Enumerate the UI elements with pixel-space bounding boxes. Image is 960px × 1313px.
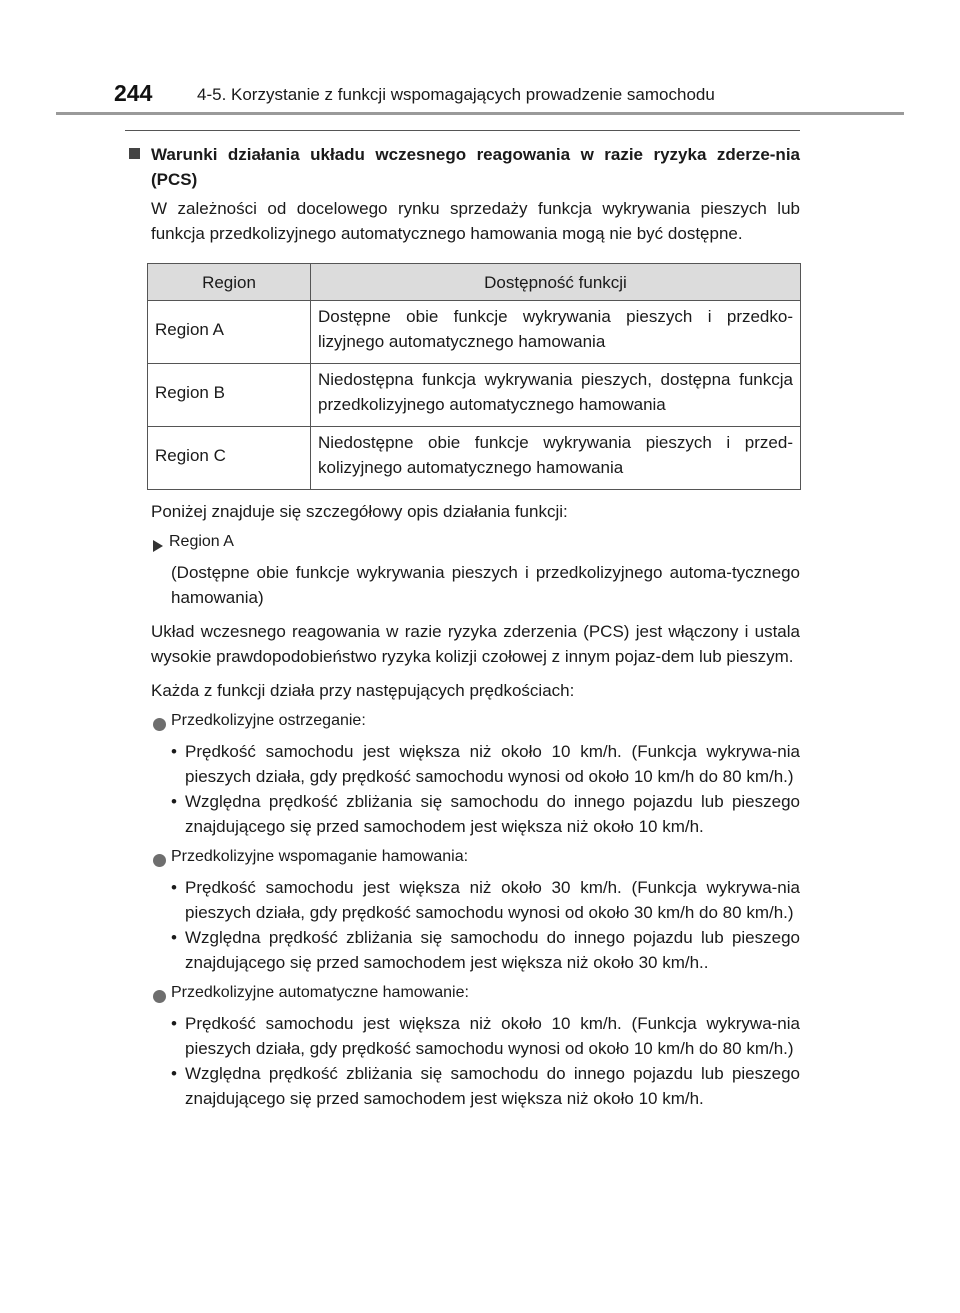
function-title-brake-assist: Przedkolizyjne wspomaganie hamowania: <box>125 848 800 866</box>
section-title: Warunki działania układu wczesnego reagowania w razie ryzyka zderze-nia (PCS) <box>151 145 800 189</box>
table-cell-availability: Niedostępna funkcja wykrywania pieszych, dostępna funkcja przedkolizyjnego automatycznego hamowania <box>311 364 801 427</box>
speeds-intro: Każda z funkcji działa przy następujących prędkościach: <box>151 681 575 700</box>
bullet-dot-icon: • <box>171 1064 177 1083</box>
table-row <box>148 301 801 364</box>
function-title-auto-brake: Przedkolizyjne automatyczne hamowanie: <box>125 984 800 1002</box>
table-cell-availability: Dostępne obie funkcje wykrywania pieszych i przedko-lizyjnego automatycznego hamowania <box>311 301 801 364</box>
region-a-item <box>125 533 800 551</box>
list-item: • Względna prędkość zbliżania się samochodu do innego pojazdu lub pieszego znajdującego się przed samochodem jest większa niż około 10 km/h. <box>125 789 800 839</box>
circle-bullet-icon <box>153 718 166 731</box>
table-header-region: Region <box>148 264 311 301</box>
chapter-title: 4-5. Korzystanie z funkcji wspomagających prowadzenie samochodu <box>197 85 715 104</box>
region-availability-table <box>147 263 801 490</box>
section-divider <box>125 130 800 131</box>
section-heading <box>125 142 800 192</box>
list-item: • Prędkość samochodu jest większa niż około 10 km/h. (Funkcja wykrywa-nia pieszych działa, gdy prędkość samochodu wynosi od około 10 km/h do 80 km/h.) <box>125 739 800 789</box>
bullet-dot-icon: • <box>171 878 177 897</box>
bullet-dot-icon: • <box>171 792 177 811</box>
table-cell-region: Region C <box>148 427 311 490</box>
table-header-availability: Dostępność funkcji <box>311 264 801 301</box>
square-bullet-icon <box>129 148 140 159</box>
pcs-description: Układ wczesnego reagowania w razie ryzyka zderzenia (PCS) jest włączony i ustala wysokie prawdopodobieństwo ryzyka kolizji czołowej z innym pojaz-dem lub pieszym. <box>151 622 800 666</box>
region-a-note: (Dostępne obie funkcje wykrywania pieszych i przedkolizyjnego automa-tycznego hamowania) <box>171 563 800 607</box>
section-intro: W zależności od docelowego rynku sprzedaży funkcja wykrywania pieszych lub funkcja przedkolizyjnego automatycznego hamowania mogą nie być dostępne. <box>151 199 800 243</box>
table-cell-availability: Niedostępne obie funkcje wykrywania pieszych i przed-kolizyjnego automatycznego hamowania <box>311 427 801 490</box>
table-cell-region: Region B <box>148 364 311 427</box>
page-number: 244 <box>114 80 153 106</box>
bullet-dot-icon: • <box>171 742 177 761</box>
bullet-dot-icon: • <box>171 928 177 947</box>
page-content <box>125 130 800 1111</box>
function-title-warning: Przedkolizyjne ostrzeganie: <box>125 712 800 730</box>
region-a-label: Region A <box>169 533 234 550</box>
circle-bullet-icon <box>153 990 166 1003</box>
table-row <box>148 364 801 427</box>
table-header-row <box>148 264 801 301</box>
table-cell-region: Region A <box>148 301 311 364</box>
page-header <box>0 0 960 118</box>
triangle-bullet-icon <box>153 540 163 552</box>
details-intro: Poniżej znajduje się szczegółowy opis działania funkcji: <box>151 502 568 521</box>
function-list <box>125 712 800 1111</box>
header-divider <box>56 112 904 115</box>
list-item: • Prędkość samochodu jest większa niż około 10 km/h. (Funkcja wykrywa-nia pieszych działa, gdy prędkość samochodu wynosi od około 10 km/h do 80 km/h.) <box>125 1011 800 1061</box>
list-item: • Prędkość samochodu jest większa niż około 30 km/h. (Funkcja wykrywa-nia pieszych działa, gdy prędkość samochodu wynosi od około 30 km/h do 80 km/h.) <box>125 875 800 925</box>
table-row <box>148 427 801 490</box>
list-item: • Względna prędkość zbliżania się samochodu do innego pojazdu lub pieszego znajdującego się przed samochodem jest większa niż około 30 km/h.. <box>125 925 800 975</box>
bullet-dot-icon: • <box>171 1014 177 1033</box>
circle-bullet-icon <box>153 854 166 867</box>
list-item: • Względna prędkość zbliżania się samochodu do innego pojazdu lub pieszego znajdującego się przed samochodem jest większa niż około 10 km/h. <box>125 1061 800 1111</box>
